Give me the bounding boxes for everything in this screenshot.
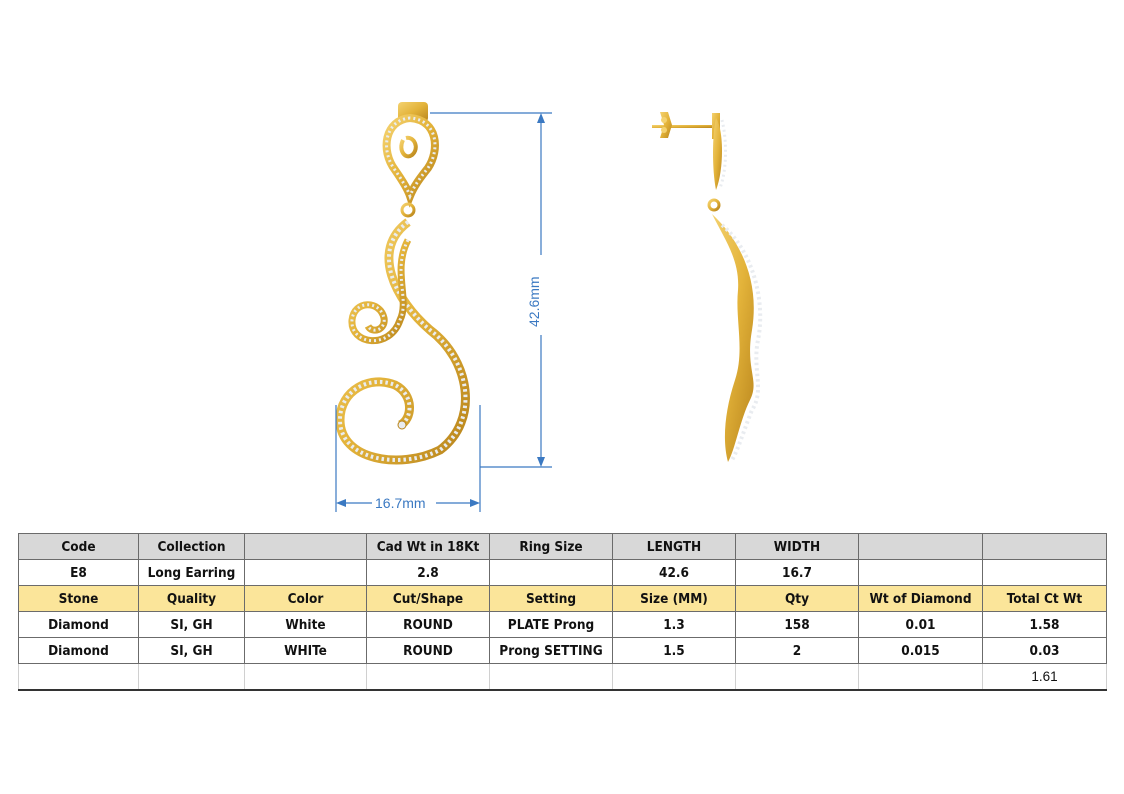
table-cell: 1.58 — [983, 612, 1107, 638]
header-cell: Total Ct Wt — [983, 586, 1107, 612]
table-cell — [19, 664, 139, 691]
table-cell: PLATE Prong — [490, 612, 613, 638]
table-cell: WHITe — [245, 638, 367, 664]
table-cell: 0.03 — [983, 638, 1107, 664]
side-profile — [712, 214, 754, 462]
header-cell: Collection — [139, 534, 245, 560]
header-cell: WIDTH — [736, 534, 859, 560]
header-cell: Quality — [139, 586, 245, 612]
stone-row — [19, 638, 1107, 664]
header-cell: Code — [19, 534, 139, 560]
table-cell: E8 — [19, 560, 139, 586]
table-cell: 0.015 — [859, 638, 983, 664]
table-cell: SI, GH — [139, 612, 245, 638]
table-cell — [859, 664, 983, 691]
length-dimension-label: 42.6mm — [526, 276, 542, 327]
header-row-product — [19, 534, 1107, 560]
table-cell: 1.5 — [613, 638, 736, 664]
front-view — [340, 102, 465, 460]
table-cell: 158 — [736, 612, 859, 638]
table-cell — [139, 664, 245, 691]
table-cell — [983, 560, 1107, 586]
table-cell: ROUND — [367, 638, 490, 664]
table-cell: Diamond — [19, 638, 139, 664]
stone-row — [19, 612, 1107, 638]
table-cell: 42.6 — [613, 560, 736, 586]
table-cell: ROUND — [367, 612, 490, 638]
header-cell: Cut/Shape — [367, 586, 490, 612]
spec-table — [18, 533, 1107, 691]
header-row-stones — [19, 586, 1107, 612]
table-cell: Diamond — [19, 612, 139, 638]
table-cell — [245, 560, 367, 586]
header-cell — [245, 534, 367, 560]
table-cell: 16.7 — [736, 560, 859, 586]
total-ct-wt-sum: 1.61 — [983, 664, 1107, 691]
header-cell: Wt of Diamond — [859, 586, 983, 612]
table-cell — [613, 664, 736, 691]
header-cell: Setting — [490, 586, 613, 612]
inner-swirl — [352, 240, 408, 341]
table-cell: White — [245, 612, 367, 638]
header-cell: Stone — [19, 586, 139, 612]
table-cell: 2.8 — [367, 560, 490, 586]
header-cell: Qty — [736, 586, 859, 612]
header-cell: LENGTH — [613, 534, 736, 560]
header-cell: Size (MM) — [613, 586, 736, 612]
table-cell: SI, GH — [139, 638, 245, 664]
product-row — [19, 560, 1107, 586]
table-cell — [490, 664, 613, 691]
table-cell: 1.3 — [613, 612, 736, 638]
table-cell: 0.01 — [859, 612, 983, 638]
total-row — [19, 664, 1107, 691]
table-cell — [736, 664, 859, 691]
table-cell — [245, 664, 367, 691]
table-cell — [367, 664, 490, 691]
header-cell: Color — [245, 586, 367, 612]
header-cell — [983, 534, 1107, 560]
header-cell: Cad Wt in 18Kt — [367, 534, 490, 560]
header-cell — [859, 534, 983, 560]
header-cell: Ring Size — [490, 534, 613, 560]
table-cell: Prong SETTING — [490, 638, 613, 664]
table-cell: 2 — [736, 638, 859, 664]
table-cell — [859, 560, 983, 586]
table-cell: Long Earring — [139, 560, 245, 586]
side-view — [652, 112, 760, 462]
width-dimension-label: 16.7mm — [375, 495, 426, 511]
table-cell — [490, 560, 613, 586]
